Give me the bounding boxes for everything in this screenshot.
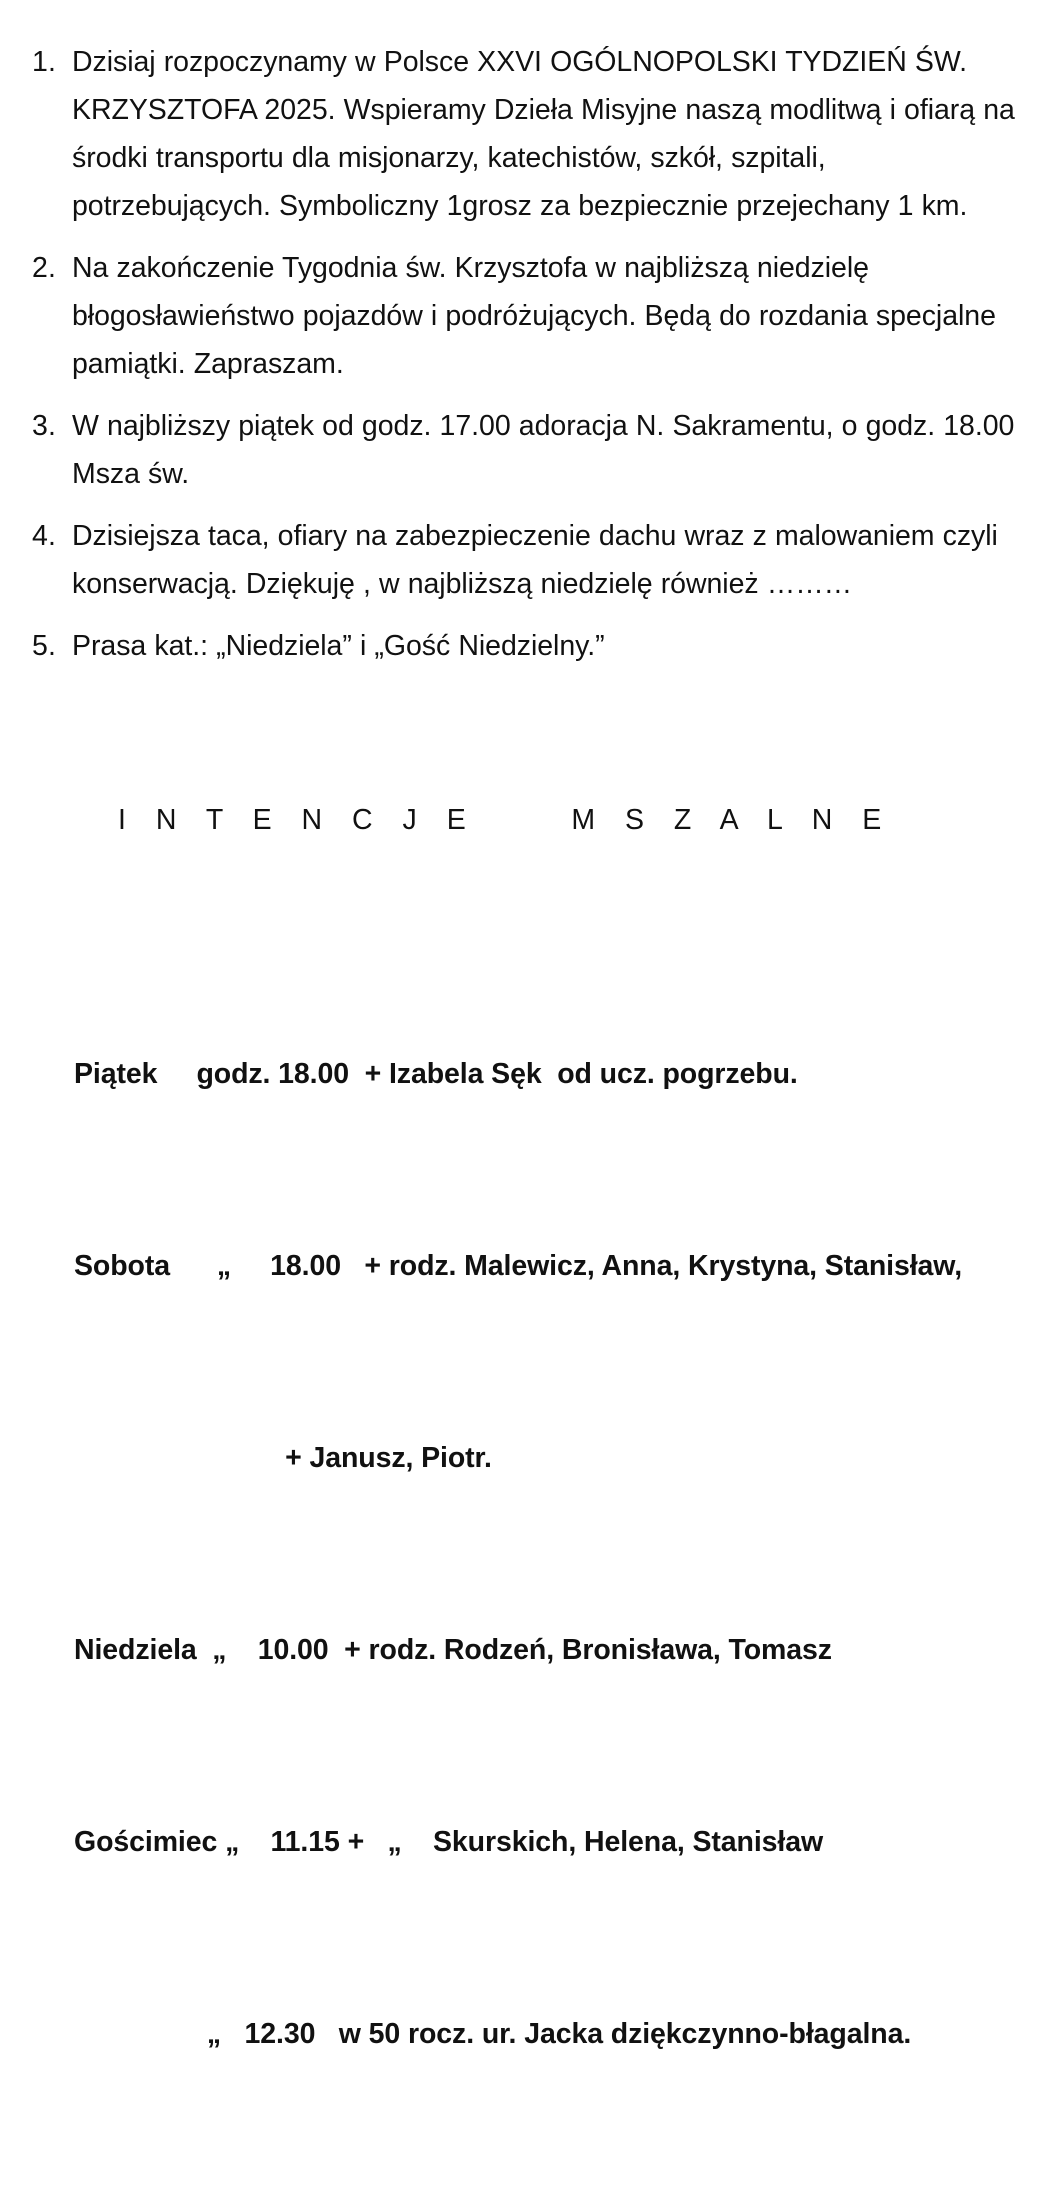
list-item-number: 3.	[32, 410, 56, 442]
intentions-heading: I N T E N C J E M S Z A L N E	[118, 804, 893, 836]
list-item-text: Na zakończenie Tygodnia św. Krzysztofa w najbliższą niedzielę błogosławieństwo pojazdów i podróżujących. Będą do rozdania specjalne pamiątki. Zapraszam.	[72, 252, 996, 380]
list-item	[18, 512, 1022, 608]
table-row: Sobota „ 18.00 + rodz. Malewicz, Anna, Krystyna, Stanisław,	[74, 1250, 963, 1282]
list-item	[18, 402, 1022, 498]
table-row: „ 12.30 w 50 rocz. ur. Jacka dziękczynno-błagalna.	[74, 2018, 912, 2050]
list-item-text: Dzisiejsza taca, ofiary na zabezpieczenie dachu wraz z malowaniem czyli konserwacją. Dziękuję , w najbliższą niedzielę również ………	[72, 520, 998, 600]
list-item-number: 2.	[32, 252, 56, 284]
list-item-number: 1.	[32, 46, 56, 78]
announcements-list	[18, 38, 1022, 670]
list-item-number: 5.	[32, 630, 56, 662]
list-item	[18, 244, 1022, 388]
list-item-text: W najbliższy piątek od godz. 17.00 adoracja N. Sakramentu, o godz. 18.00 Msza św.	[72, 410, 1015, 490]
list-item-number: 4.	[32, 520, 56, 552]
list-item	[18, 38, 1022, 230]
mass-intentions-table	[18, 914, 1022, 2194]
list-item-text: Prasa kat.: „Niedziela” i „Gość Niedzielny.”	[72, 630, 605, 662]
list-item	[18, 622, 1022, 670]
table-row: Piątek godz. 18.00 + Izabela Sęk od ucz. pogrzebu.	[74, 1058, 798, 1090]
list-item-text: Dzisiaj rozpoczynamy w Polsce XXVI OGÓLNOPOLSKI TYDZIEŃ ŚW. KRZYSZTOFA 2025. Wspieramy Dzieła Misyjne naszą modlitwą i ofiarą na środki transportu dla misjonarzy, katechistów, szkół, szpitali, potrzebujących. Symboliczny 1grosz za bezpiecznie przejechany 1 km.	[72, 46, 1015, 222]
table-row: + Janusz, Piotr.	[74, 1442, 492, 1474]
table-row: Niedziela „ 10.00 + rodz. Rodzeń, Bronisława, Tomasz	[74, 1634, 832, 1666]
table-row: Gościmiec „ 11.15 + „ Skurskich, Helena, Stanisław	[74, 1826, 824, 1858]
